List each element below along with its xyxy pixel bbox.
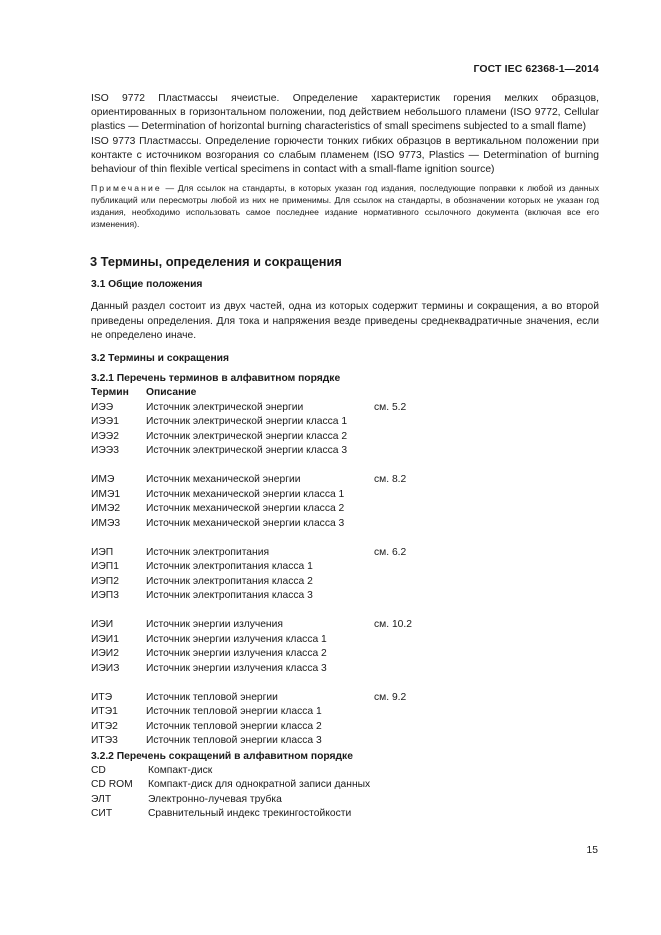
term-code: ИТЭ2: [91, 720, 118, 732]
term-row: [91, 488, 599, 503]
term-code: ИТЭ1: [91, 706, 118, 718]
term-description: Источник тепловой энергии: [146, 691, 278, 703]
term-row: [91, 662, 599, 677]
term-code: ИЭП1: [91, 561, 119, 573]
term-row: [91, 705, 599, 720]
section-3-2-2-heading: 3.2.2 Перечень сокращений в алфавитном порядке: [91, 750, 353, 762]
term-reference: [374, 734, 434, 749]
term-reference: [374, 444, 434, 459]
term-row: [91, 647, 599, 662]
term-reference: [374, 589, 434, 604]
terms-body: [91, 401, 599, 749]
term-code: ИТЭ3: [91, 735, 118, 747]
section-3-2-heading: 3.2 Термины и сокращения: [91, 353, 230, 365]
group-spacer: [91, 459, 599, 474]
term-description: Источник механической энергии класса 2: [146, 503, 345, 515]
term-description: Источник электрической энергии класса 1: [146, 416, 348, 428]
term-code: ИЭИ1: [91, 633, 119, 645]
term-description: Источник энергии излучения класса 2: [146, 648, 327, 660]
term-reference: [374, 502, 434, 517]
term-description: Источник электрической энергии класса 3: [146, 445, 348, 457]
term-row: [91, 546, 599, 561]
term-description: Источник механической энергии класса 3: [146, 517, 345, 529]
term-reference: см. 5.2: [374, 401, 407, 413]
term-row: [91, 415, 599, 430]
abbreviation-code: СИТ: [91, 808, 113, 820]
page-content: [91, 92, 599, 822]
term-row: [91, 618, 599, 633]
term-description: Источник механической энергии: [146, 474, 301, 486]
term-description: Источник механической энергии класса 1: [146, 488, 345, 500]
term-row: [91, 691, 599, 706]
term-code: ИЭИ: [91, 619, 114, 631]
term-code: ИЭП3: [91, 590, 119, 602]
term-row: [91, 430, 599, 445]
abbreviation-row: [91, 793, 599, 808]
term-reference: см. 9.2: [374, 691, 407, 703]
group-spacer: [91, 531, 599, 546]
term-reference: [374, 415, 434, 430]
term-description: Источник электропитания класса 3: [146, 590, 313, 602]
term-reference: см. 6.2: [374, 546, 407, 558]
term-code: ИЭЭ3: [91, 445, 119, 457]
term-code: ИМЭ1: [91, 488, 121, 500]
abbreviation-description: Компакт-диск для однократной записи данных: [148, 779, 371, 791]
term-description: Источник энергии излучения: [146, 619, 283, 631]
term-description: Источник электрической энергии класса 2: [146, 430, 348, 442]
term-code: ИЭЭ2: [91, 430, 119, 442]
term-reference: [374, 517, 434, 532]
term-row: [91, 575, 599, 590]
term-reference: [374, 560, 434, 575]
group-spacer: [91, 604, 599, 619]
term-reference: [374, 662, 434, 677]
abbreviation-row: [91, 778, 599, 793]
term-code: ИЭЭ1: [91, 416, 119, 428]
section-3-heading: 3 Термины, определения и сокращения: [90, 254, 342, 270]
term-reference: [374, 633, 434, 648]
terms-table: [91, 386, 599, 749]
term-row: [91, 502, 599, 517]
term-reference: см. 8.2: [374, 474, 407, 486]
term-reference: [374, 430, 434, 445]
term-description: Источник электропитания: [146, 546, 270, 558]
term-row: [91, 633, 599, 648]
term-row: [91, 517, 599, 532]
abbreviation-code: CD ROM: [91, 779, 133, 791]
column-header-description: Описание: [146, 387, 197, 399]
term-code: ИТЭ: [91, 691, 113, 703]
term-reference: [374, 647, 434, 662]
section-3-1-text: Данный раздел состоит из двух частей, одна из которых содержит термины и сокращения, а во второй приведены определения. Для тока и напряжения везде приведены среднеквадратичные значения, если не определено иначе.: [91, 301, 599, 341]
term-row: [91, 560, 599, 575]
abbreviation-code: ЭЛТ: [91, 793, 112, 805]
term-row: [91, 473, 599, 488]
term-reference: [374, 705, 434, 720]
term-row: [91, 401, 599, 416]
term-code: ИЭЭ: [91, 401, 114, 413]
page-number: 15: [586, 845, 598, 856]
term-code: ИЭП2: [91, 575, 119, 587]
column-header-term: Термин: [91, 387, 129, 399]
document-header: ГОСТ IEC 62368-1—2014: [473, 63, 599, 75]
abbreviation-description: Компакт-диск: [148, 764, 213, 776]
term-reference: [374, 720, 434, 735]
term-reference: [374, 575, 434, 590]
group-spacer: [91, 676, 599, 691]
abbreviation-description: Электронно-лучевая трубка: [148, 793, 282, 805]
note-text: — Для ссылок на стандарты, в которых указан год издания, последующие поправки к любой из данных публикаций или пересмотры любой из них не применимы. Для ссылок на стандарты, в обозначении которых не указан год издания, необходимо использовать самое последнее издание нормативного ссылочного документа (включая все его изменения).: [91, 183, 599, 229]
term-description: Источник тепловой энергии класса 3: [146, 735, 322, 747]
section-3-2-1-heading: 3.2.1 Перечень терминов в алфавитном порядке: [91, 373, 341, 385]
abbreviation-code: CD: [91, 764, 106, 776]
abbreviation-description: Сравнительный индекс трекингостойкости: [148, 808, 352, 820]
term-code: ИЭП: [91, 546, 114, 558]
term-description: Источник тепловой энергии класса 2: [146, 720, 322, 732]
reference-iso-9773: ISO 9773 Пластмассы. Определение горючести тонких гибких образцов в вертикальном положении при контакте с источником возгорания со слабым пламенем (ISO 9773, Plastics — Determination of burning behaviour of thin flexible vertical specimens in contact with a small-flame ignition source): [91, 135, 599, 176]
term-code: ИМЭ2: [91, 503, 121, 515]
reference-iso-9772: ISO 9772 Пластмассы ячеистые. Определение характеристик горения мелких образцов, ориентированных в горизонтальном положении, под действием небольшого пламени (ISO 9772, Cellular plastics — Determination of horizontal burning characteristics of small specimens subjected to a small flame): [91, 93, 599, 133]
term-description: Источник электропитания класса 1: [146, 561, 313, 573]
abbreviation-row: [91, 807, 599, 822]
note: [91, 183, 599, 230]
term-row: [91, 720, 599, 735]
term-row: [91, 589, 599, 604]
term-row: [91, 444, 599, 459]
term-description: Источник энергии излучения класса 3: [146, 662, 327, 674]
term-row: [91, 734, 599, 749]
abbreviations-list: [91, 764, 599, 822]
term-code: ИЭИЗ: [91, 662, 120, 674]
term-code: ИМЭ3: [91, 517, 121, 529]
abbreviation-row: [91, 764, 599, 779]
term-description: Источник электропитания класса 2: [146, 575, 313, 587]
terms-header-row: [91, 386, 599, 401]
term-description: Источник энергии излучения класса 1: [146, 633, 327, 645]
term-reference: [374, 488, 434, 503]
section-3-1-heading: 3.1 Общие положения: [91, 279, 203, 291]
term-code: ИМЭ: [91, 474, 115, 486]
term-reference: см. 10.2: [374, 619, 412, 631]
term-code: ИЭИ2: [91, 648, 119, 660]
note-label: Примечание: [91, 183, 162, 194]
term-description: Источник тепловой энергии класса 1: [146, 706, 322, 718]
term-description: Источник электрической энергии: [146, 401, 304, 413]
